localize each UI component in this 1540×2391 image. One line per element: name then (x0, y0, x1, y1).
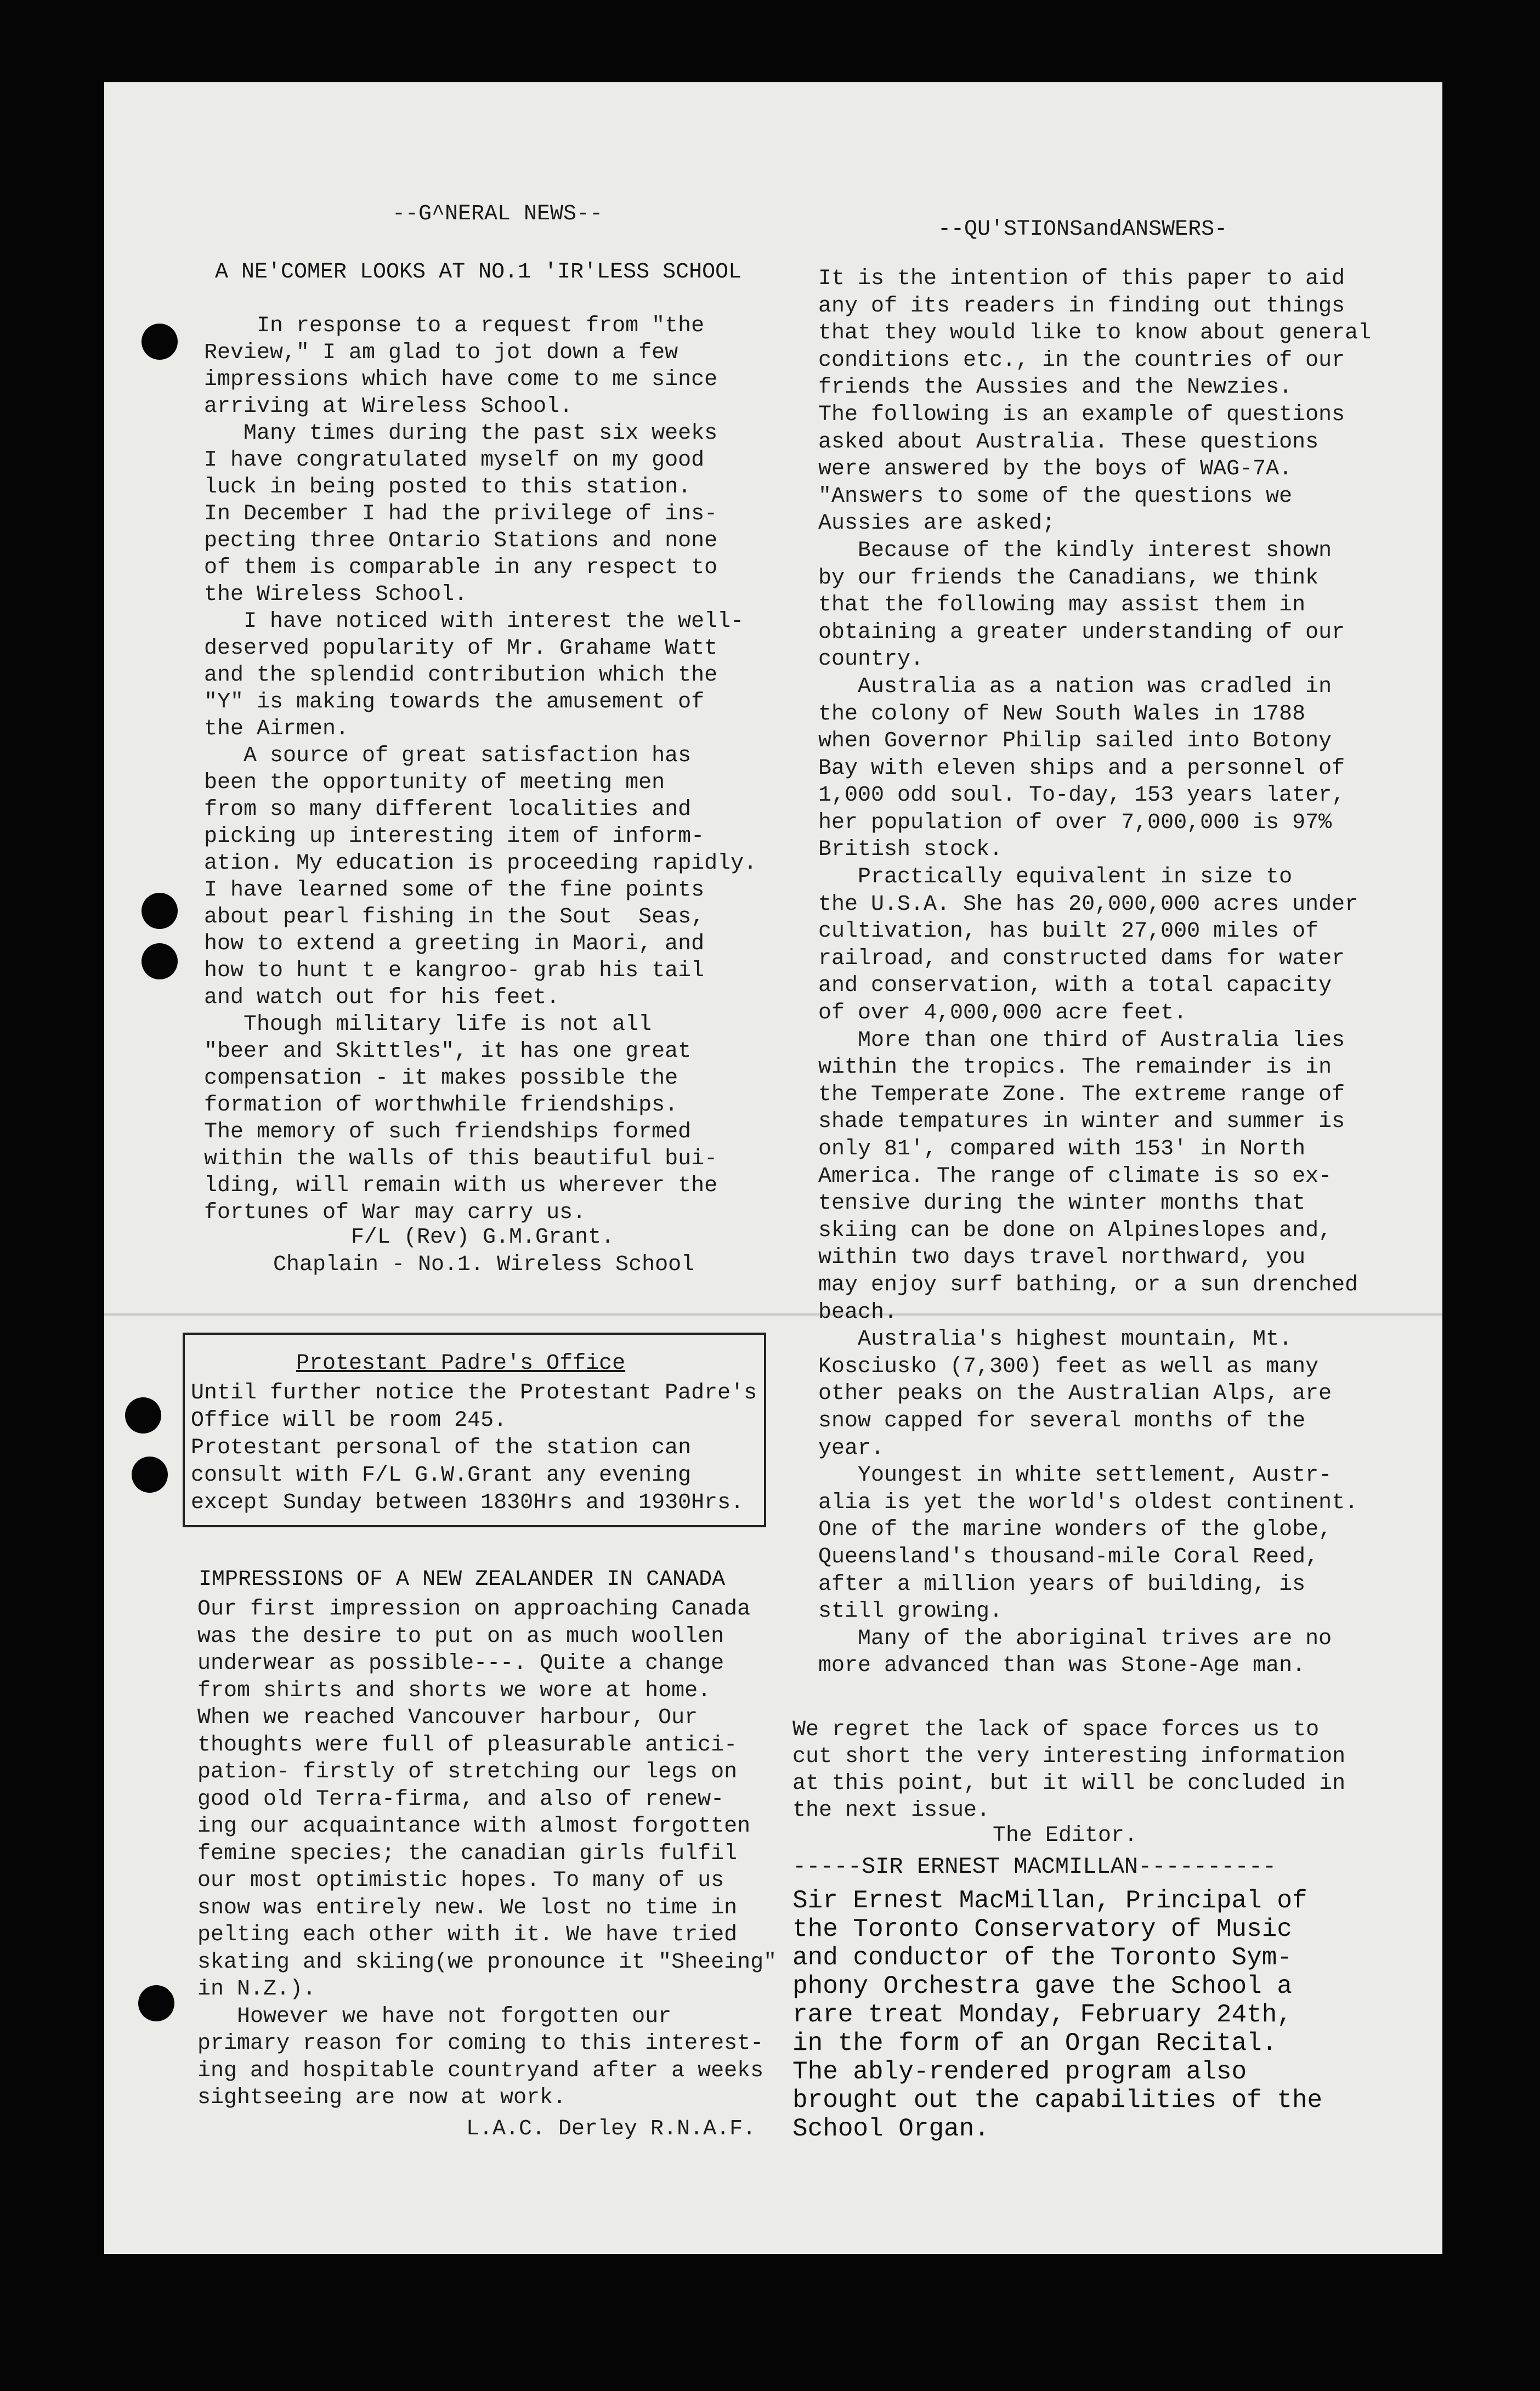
nz-impressions-signature: L.A.C. Derley R.N.A.F. (466, 2117, 756, 2141)
punch-hole (132, 1457, 168, 1493)
qa-body: It is the intention of this paper to aid any of its readers in finding out things that they would like to know about general conditions etc., in the countries of our friends the Aussies and the Newzies. The following is an example of questions asked about Australia. These questions were answered by the boys of WAG-7A. "Answers to some of the questions we Aussies are asked; Because of the kindly interest shown by our friends the Canadians, we think that the following may assist them in obtaining a greater understanding of our country. Australia as a nation was cradled in the colony of New South Wales in 1788 when Governor Philip sailed into Botony Bay with eleven ships and a personnel of 1,000 odd soul. To-day, 153 years later, her population of over 7,000,000 is 97% British stock. Practically equivalent in size to the U.S.A. She has 20,000,000 acres under cultivation, has built 27,000 miles of railroad, and constructed dams for water and conservation, with a total capacity of over 4,000,000 acre feet. More than one third of Australia lies within the tropics. The remainder is in the Temperate Zone. The extreme range of shade tempatures in winter and summer is only 81', compared with 153' in North America. The range of climate is so ex- tensive during the winter months that skiing can be done on Alpineslopes and, within two days travel northward, you may enjoy surf bathing, or a sun drenched beach. Australia's highest mountain, Mt. Kosciusko (7,300) feet as well as many other peaks on the Australian Alps, are snow capped for several months of the year. Youngest in white settlement, Austr- alia is yet the world's oldest continent. One of the marine wonders of the globe, Queensland's thousand-mile Coral Reed, after a million years of building, is still growing. Many of the aboriginal trives are no more advanced than was Stone-Age man. (818, 267, 1372, 1679)
general-news-header: --G^NERAL NEWS-- (392, 202, 603, 226)
qa-regret: We regret the lack of space forces us to cut short the very interesting information at this point, but it will be concluded in the next issue. (792, 1718, 1346, 1823)
punch-hole (138, 1985, 174, 2021)
newcomer-body: In response to a request from "the Review," I am glad to jot down a few impressions which have come to me since arriving at Wireless School. Many times during the past six weeks I have congratulated myself on my good luck in being posted to this station. In December I had the privilege of ins- pecting three Ontario Stations and none of them is comparable in any respect to the Wireless School. I have noticed with interest the well- deserved popularity of Mr. Grahame Watt and the splendid contribution which the "Y" is making towards the amusement of the Airmen. A source of great satisfaction has been the opportunity of meeting men from so many different localities and picking up interesting item of inform- ation. My education is proceeding rapidly. I have learned some of the fine points about pearl fishing in the Sout Seas, how to extend a greeting in Maori, and how to hunt t e kangroo- grab his tail and watch out for his feet. Though military life is not all "beer and Skittles", it has one great compensation - it makes possible the formation of worthwhile friendships. The memory of such friendships formed within the walls of this beautiful bui- lding, will remain with us wherever the fortunes of War may carry us. (204, 314, 757, 1225)
padre-notice-body: Until further notice the Protestant Padre's Office will be room 245. Protestant personal of the station can consult with F/L G.W.Grant any evening except Sunday between 1830Hrs and 1930Hrs. (191, 1381, 757, 1515)
nz-impressions-body: Our first impression on approaching Canada was the desire to put on as much woollen underwear as possible---. Quite a change from shirts and shorts we wore at home. When we reached Vancouver harbour, Our thoughts were full of pleasurable antici- pation- firstly of stretching our legs on good old Terra-firma, and also of renew- ing our acquaintance with almost forgotten femine species; the canadian girls fulfil our most optimistic hopes. To many of us snow was entirely new. We lost no time in pelting each other with it. We have tried skating and skiing(we pronounce it "Sheeing" in N.Z.). However we have not forgotten our primary reason for coming to this interest- ing and hospitable countryand after a weeks sightseeing are now at work. (197, 1597, 777, 2110)
punch-hole (141, 893, 178, 929)
newcomer-title: A NE'COMER LOOKS AT NO.1 'IR'LESS SCHOOL (215, 260, 742, 285)
newcomer-signature-title: Chaplain - No.1. Wireless School (273, 1253, 695, 1277)
newcomer-signature-name: F/L (Rev) G.M.Grant. (351, 1225, 615, 1250)
punch-hole (141, 943, 178, 979)
macmillan-body: Sir Ernest MacMillan, Principal of the Toronto Conservatory of Music and conductor of the Toronto Sym- phony Orchestra gave the School a rare treat Monday, February 24th, in the form of an Organ Recital. The ably-rendered program also brought out the capabilities of the School Organ. (792, 1886, 1323, 2143)
macmillan-title: -----SIR ERNEST MACMILLAN---------- (792, 1854, 1277, 1880)
padre-notice-title: Protestant Padre's Office (296, 1351, 626, 1376)
nz-impressions-title: IMPRESSIONS OF A NEW ZEALANDER IN CANADA (199, 1567, 726, 1592)
qa-editor: The Editor. (993, 1823, 1138, 1848)
punch-hole (125, 1397, 161, 1434)
punch-hole (141, 324, 178, 360)
questions-answers-header: --QU'STIONSandANSWERS- (938, 217, 1228, 242)
